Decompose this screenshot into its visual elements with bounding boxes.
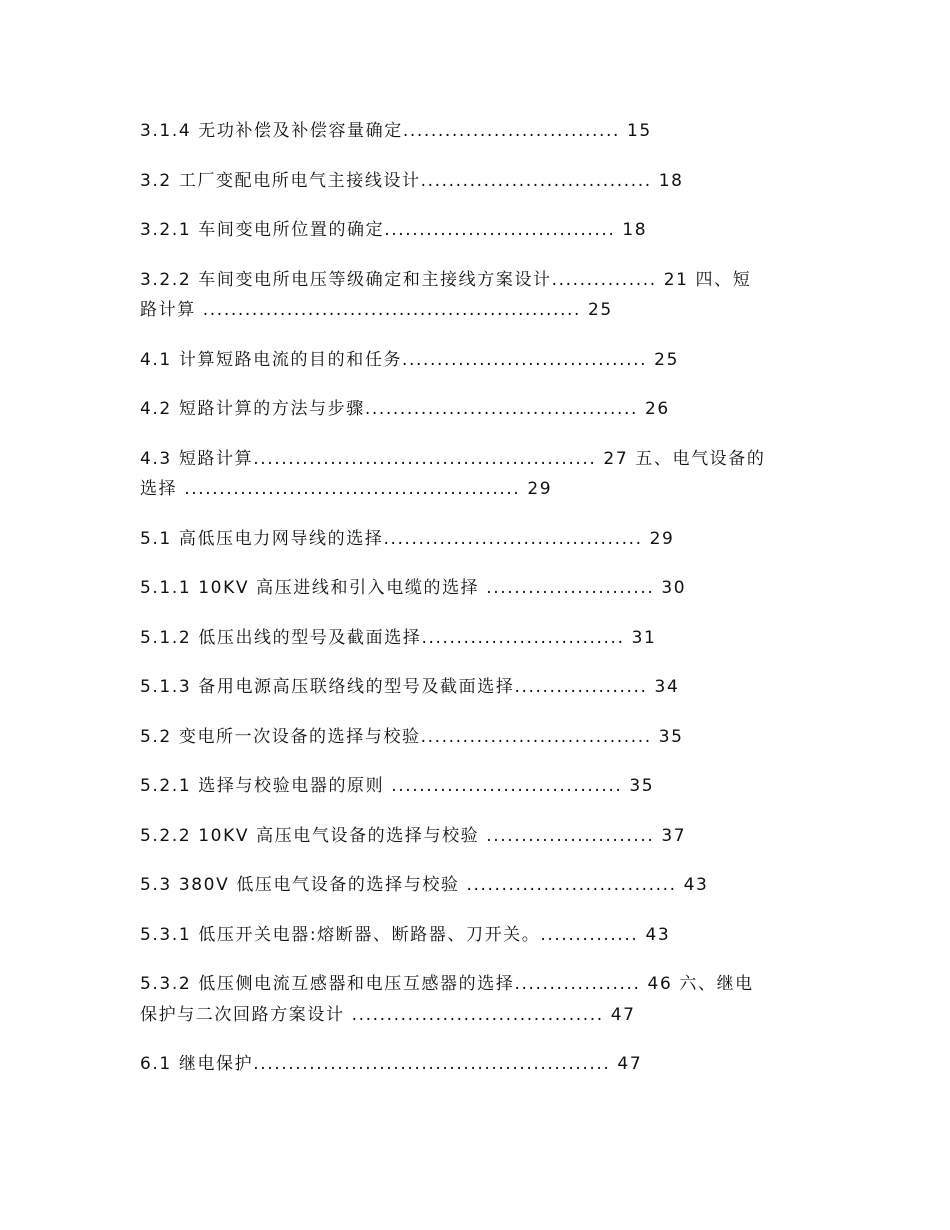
toc-entry-text: 3.2.2 车间变电所电压等级确定和主接线方案设计............... 21 四、短 bbox=[140, 269, 752, 290]
toc-entry-5-3-1 bbox=[140, 920, 820, 951]
toc-entry-text: 5.3 380V 低压电气设备的选择与校验 .............................. 43 bbox=[140, 875, 709, 895]
toc-entry-text: 5.2.2 10KV 高压电气设备的选择与校验 ........................ 37 bbox=[140, 825, 687, 846]
toc-entry-text: 3.1.4 无功补偿及补偿容量确定............................... 15 bbox=[140, 121, 652, 141]
toc-entry-text: 5.1.2 低压出线的型号及截面选择............................. 31 bbox=[140, 627, 657, 648]
toc-entry-6-1 bbox=[140, 1049, 820, 1080]
toc-entry-4-3 bbox=[140, 444, 820, 505]
toc-entry-4-1 bbox=[140, 345, 820, 376]
toc-entry-text: 5.3.1 低压开关电器:熔断器、断路器、刀开关。.............. 43 bbox=[140, 924, 671, 945]
toc-entry-text: 5.2.1 选择与校验电器的原则 ................................. 35 bbox=[140, 776, 655, 796]
toc-entry-5-1 bbox=[140, 524, 820, 555]
table-of-contents bbox=[140, 116, 820, 1099]
toc-entry-3-2 bbox=[140, 166, 820, 197]
toc-entry-text: 3.2 工厂变配电所电气主接线设计................................. 18 bbox=[140, 170, 684, 191]
toc-entry-text: 5.3.2 低压侧电流互感器和电压互感器的选择.................. 46 六、继电 bbox=[140, 974, 754, 994]
toc-entry-text: 5.1 高低压电力网导线的选择..................................... 29 bbox=[140, 528, 675, 549]
toc-entry-text-continued: 保护与二次回路方案设计 .................................... 47 bbox=[140, 1004, 636, 1025]
toc-entry-text: 5.1.3 备用电源高压联络线的型号及截面选择................... 34 bbox=[140, 677, 680, 697]
toc-entry-text-continued: 选择 ................................................ 29 bbox=[140, 479, 553, 499]
toc-entry-3-1-4 bbox=[140, 116, 820, 147]
toc-entry-text: 5.1.1 10KV 高压进线和引入电缆的选择 ........................ 30 bbox=[140, 578, 687, 598]
toc-entry-5-2-2 bbox=[140, 821, 820, 852]
toc-entry-text: 4.2 短路计算的方法与步骤....................................... 26 bbox=[140, 399, 670, 419]
toc-entry-3-2-1 bbox=[140, 215, 820, 246]
toc-entry-5-1-1 bbox=[140, 573, 820, 604]
toc-entry-3-2-2 bbox=[140, 265, 820, 326]
toc-entry-text: 4.3 短路计算................................................. 27 五、电气设备的 bbox=[140, 448, 766, 469]
toc-entry-text: 5.2 变电所一次设备的选择与校验................................. 35 bbox=[140, 726, 684, 747]
toc-entry-5-2-1 bbox=[140, 771, 820, 802]
toc-entry-5-1-2 bbox=[140, 623, 820, 654]
toc-entry-text: 4.1 计算短路电流的目的和任务................................... 25 bbox=[140, 349, 680, 370]
toc-entry-5-1-3 bbox=[140, 672, 820, 703]
toc-entry-text: 3.2.1 车间变电所位置的确定................................. 18 bbox=[140, 220, 648, 240]
toc-entry-5-3 bbox=[140, 870, 820, 901]
toc-entry-5-3-2 bbox=[140, 969, 820, 1030]
toc-entry-text: 6.1 继电保护................................................... 47 bbox=[140, 1054, 643, 1074]
toc-entry-4-2 bbox=[140, 394, 820, 425]
toc-entry-text-continued: 路计算 ...................................................... 25 bbox=[140, 300, 613, 320]
toc-entry-5-2 bbox=[140, 722, 820, 753]
